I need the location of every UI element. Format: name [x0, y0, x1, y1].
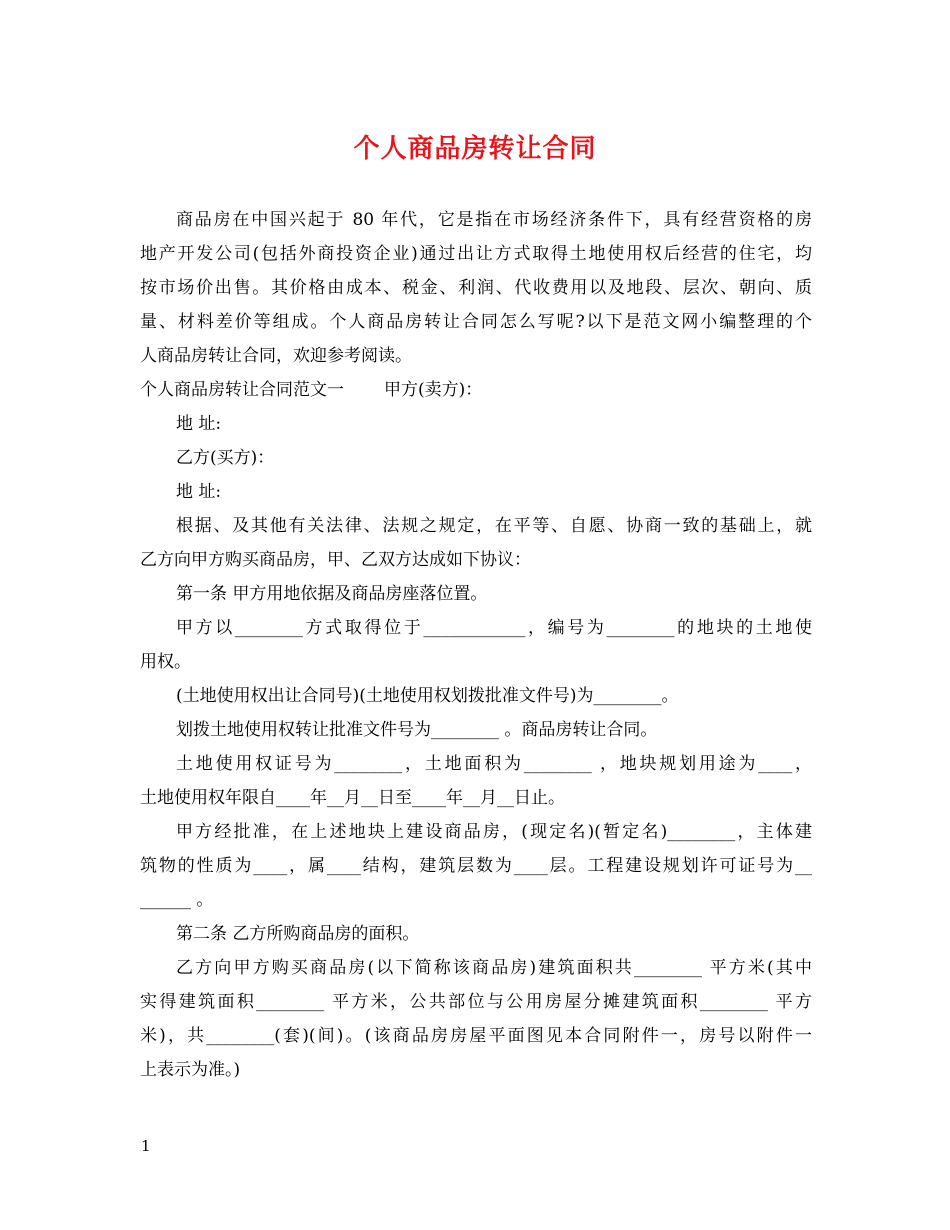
intro-line: 量、材料差价等组成。个人商品房转让合同怎么写呢?以下是范文网小编整理的个: [140, 312, 812, 332]
article-1-line: 甲方经批准，在上述地块上建设商品房，(现定名)(暂定名)________，主体建: [176, 822, 812, 842]
article-1-line: 甲方以________方式取得位于____________，编号为________的地块的土地使: [176, 618, 812, 638]
article-1-line: 用权。: [140, 652, 191, 672]
document-body: [140, 203, 812, 1087]
preamble-line: 乙方向甲方购买商品房，甲、乙双方达成如下协议：: [140, 550, 531, 570]
article-2-line: 实得建筑面积________ 平方米，公共部位与公用房屋分摊建筑面积________ 平方: [140, 992, 812, 1012]
intro-line: 地产开发公司(包括外商投资企业)通过出让方式取得土地使用权后经营的住宅，均: [140, 244, 812, 264]
preamble-line: 根据、及其他有关法律、法规之规定，在平等、自愿、协商一致的基础上，就: [176, 516, 812, 536]
intro-line: 人商品房转让合同，欢迎参考阅读。: [140, 346, 412, 366]
article-2-line: 乙方向甲方购买商品房(以下简称该商品房)建筑面积共________ 平方米(其中: [176, 958, 812, 978]
party-a-label: 甲方(卖方)：: [384, 380, 483, 400]
article-2-title: 第二条 乙方所购商品房的面积。: [176, 924, 420, 944]
article-1-line: 划拨土地使用权转让批准文件号为________ 。商品房转让合同。: [176, 720, 658, 740]
address-b-label: 地 址:: [176, 482, 222, 502]
article-1-line: 土地使用权年限自____年__月__日至____年__月__日止。: [140, 788, 565, 808]
address-a-label: 地 址:: [176, 414, 222, 434]
article-1-line: (土地使用权出让合同号)(土地使用权划拨批准文件号)为________。: [176, 686, 679, 706]
party-b-label: 乙方(买方)：: [176, 448, 275, 468]
article-1-line: 筑物的性质为____，属____结构，建筑层数为____层。工程建设规划许可证号为__: [140, 856, 812, 876]
section-heading-line: [140, 373, 812, 407]
article-2-line: 米)，共________(套)(间)。(该商品房房屋平面图见本合同附件一，房号以附件一: [140, 1026, 812, 1046]
article-1-title: 第一条 甲方用地依据及商品房座落位置。: [176, 584, 488, 604]
article-1-line: 土地使用权证号为________，土地面积为________ ，地块规划用途为____，: [176, 754, 812, 774]
intro-line: 商品房在中国兴起于 80 年代，它是指在市场经济条件下，具有经营资格的房: [176, 210, 812, 230]
article-2-line: 上表示为准。): [140, 1060, 241, 1080]
intro-line: 按市场价出售。其价格由成本、税金、利润、代收费用以及地段、层次、朝向、质: [140, 278, 812, 298]
page-number: 1: [141, 1137, 151, 1155]
section-heading: 个人商品房转让合同范文一: [140, 380, 344, 400]
article-1-line: ______ 。: [140, 890, 214, 910]
document-title: 个人商品房转让合同: [353, 134, 597, 164]
